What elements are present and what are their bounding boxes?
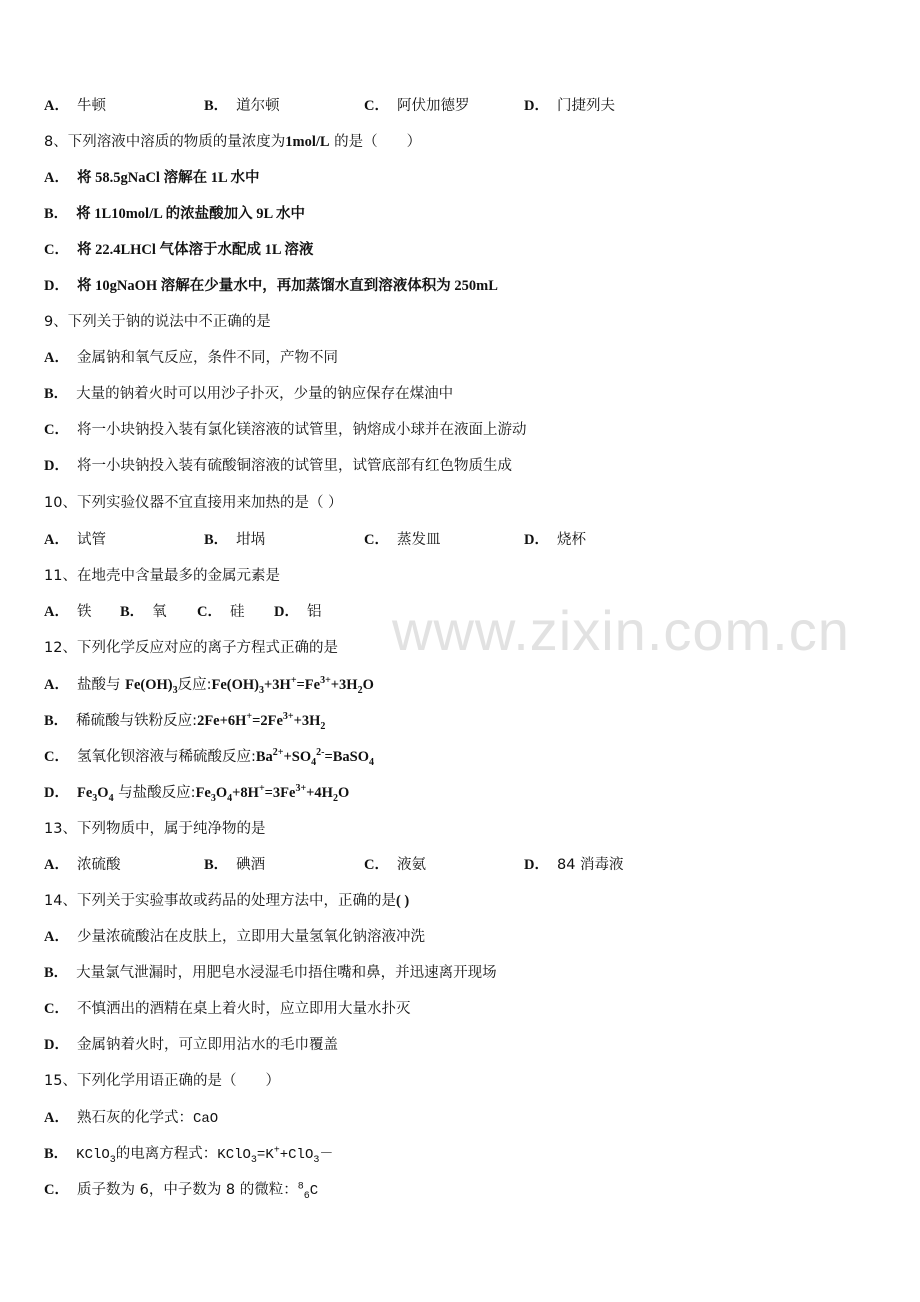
- q10-option-b[interactable]: B． 坩埚: [204, 532, 266, 548]
- q8-option-a[interactable]: A． 将 58.5gNaCl 溶解在 1L 水中: [44, 170, 260, 186]
- q15-option-a[interactable]: A． 熟石灰的化学式：CaO: [44, 1110, 219, 1127]
- q10-option-c[interactable]: C． 蒸发皿: [364, 532, 441, 548]
- q9-option-b[interactable]: B． 大量的钠着火时可以用沙子扑灭，少量的钠应保存在煤油中: [44, 386, 454, 402]
- q12-option-a[interactable]: A． 盐酸与 $Fe(OH)_3$反应$:Fe(OH)_3+3H^+=Fe^{3+}+3H_2O$: [44, 675, 374, 696]
- q12-stem: 12、下列化学反应对应的离子方程式正确的是: [44, 640, 338, 656]
- q14-option-c[interactable]: C． 不慎洒出的酒精在桌上着火时，应立即用大量水扑灭: [44, 1001, 411, 1017]
- q13-option-c[interactable]: C． 液氨: [364, 857, 426, 873]
- q11-stem: 11、在地壳中含量最多的金属元素是: [44, 568, 280, 584]
- q12-option-d[interactable]: D． $Fe_3O_4$ 与盐酸反应$:Fe_3O_4+8H^+=3Fe^{3+}+4H_2O$: [44, 783, 350, 804]
- q12-option-c[interactable]: C． 氢氧化钡溶液与稀硫酸反应$:Ba^{2+}+SO_4^{2-}=BaSO_4$: [44, 747, 374, 768]
- q15-option-c[interactable]: C． 质子数为 6，中子数为 8 的微粒：$^8_6$C: [44, 1181, 319, 1202]
- q7-option-d[interactable]: D． 门捷列夫: [524, 98, 615, 114]
- q10-stem: 10、下列实验仪器不宜直接用来加热的是（ ）: [44, 495, 343, 511]
- q8-stem: 8、下列溶液中溶质的物质的量浓度为1mol/L 的是（ ）: [44, 134, 422, 150]
- q9-option-d[interactable]: D． 将一小块钠投入装有硫酸铜溶液的试管里，试管底部有红色物质生成: [44, 458, 512, 474]
- q13-option-b[interactable]: B． 碘酒: [204, 857, 266, 873]
- q13-option-d[interactable]: D． 84 消毒液: [524, 857, 624, 873]
- q11-option-c[interactable]: C． 硅: [197, 604, 245, 620]
- q7-option-a[interactable]: A． 牛顿: [44, 98, 106, 114]
- q8-option-c[interactable]: C． 将 22.4LHCl 气体溶于水配成 1L 溶液: [44, 242, 314, 258]
- q11-option-b[interactable]: B． 氧: [120, 604, 167, 620]
- q15-stem: 15、下列化学用语正确的是（ ）: [44, 1073, 280, 1089]
- q13-stem: 13、下列物质中，属于纯净物的是: [44, 821, 266, 837]
- q8-option-b[interactable]: B． 将 1L10mol/L 的浓盐酸加入 9L 水中: [44, 206, 305, 222]
- q14-option-d[interactable]: D． 金属钠着火时，可立即用沾水的毛巾覆盖: [44, 1037, 338, 1053]
- q12-option-b[interactable]: B． 稀硫酸与铁粉反应$:2Fe+6H^+=2Fe^{3+}+3H_2$: [44, 711, 326, 732]
- q9-option-c[interactable]: C． 将一小块钠投入装有氯化镁溶液的试管里，钠熔成小球并在液面上游动: [44, 422, 527, 438]
- q14-option-b[interactable]: B． 大量氯气泄漏时，用肥皂水浸湿毛巾捂住嘴和鼻，并迅速离开现场: [44, 965, 497, 981]
- q10-option-d[interactable]: D． 烧杯: [524, 532, 586, 548]
- q9-option-a[interactable]: A． 金属钠和氧气反应，条件不同，产物不同: [44, 350, 338, 366]
- q10-option-a[interactable]: A． 试管: [44, 532, 106, 548]
- q14-stem: 14、下列关于实验事故或药品的处理方法中，正确的是( ): [44, 893, 410, 909]
- q11-option-a[interactable]: A． 铁: [44, 604, 92, 620]
- q7-option-c[interactable]: C． 阿伏加德罗: [364, 98, 470, 114]
- q13-option-a[interactable]: A． 浓硫酸: [44, 857, 121, 873]
- q15-option-b[interactable]: B． KClO$_3$的电离方程式：KClO$_3$=K++ClO$_3$－: [44, 1145, 334, 1166]
- q14-option-a[interactable]: A． 少量浓硫酸沾在皮肤上，立即用大量氢氧化钠溶液冲洗: [44, 929, 425, 945]
- q7-option-b[interactable]: B． 道尔顿: [204, 98, 280, 114]
- q11-option-d[interactable]: D． 铝: [274, 604, 322, 620]
- q9-stem: 9、下列关于钠的说法中不正确的是: [44, 314, 271, 330]
- q8-option-d[interactable]: D． 将 10gNaOH 溶解在少量水中，再加蒸馏水直到溶液体积为 250mL: [44, 278, 498, 294]
- watermark: www.zixin.com.cn: [392, 599, 850, 662]
